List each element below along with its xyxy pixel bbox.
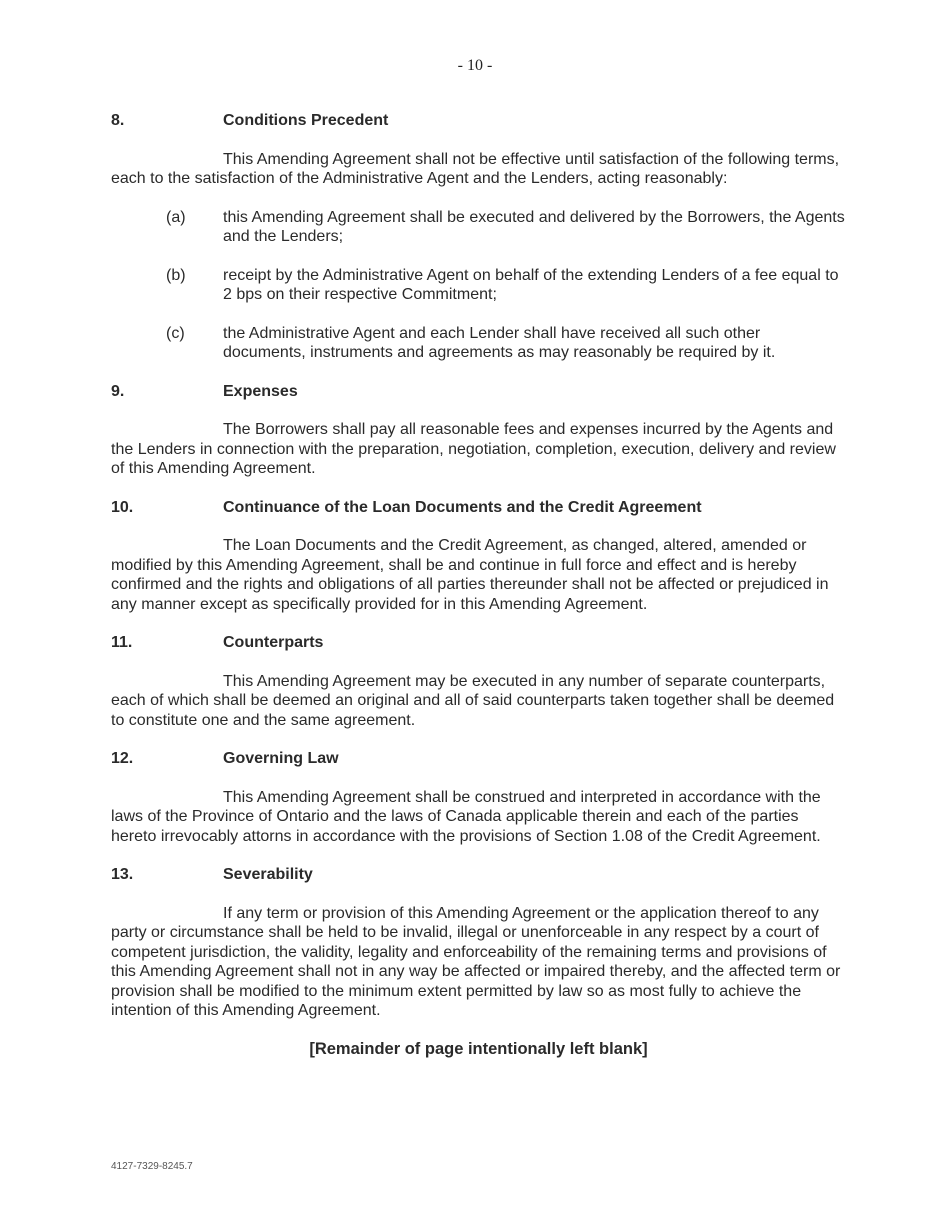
section-heading-governing-law bbox=[111, 749, 846, 769]
section-heading-continuance bbox=[111, 498, 846, 518]
list-item bbox=[111, 266, 846, 305]
section-paragraph: This Amending Agreement may be executed in any number of separate counterparts, each of which shall be deemed an original and all of said counterparts taken together shall be deemed to constitute one and the same agreement. bbox=[111, 672, 835, 729]
section-number: 8. bbox=[111, 112, 125, 129]
section-number: 9. bbox=[111, 382, 125, 400]
list-item bbox=[111, 208, 846, 247]
document-body bbox=[111, 111, 846, 1059]
section-paragraph: This Amending Agreement shall not be effective until satisfaction of the following terms, each to the satisfaction of the Administrative Agent and the Lenders, acting reasonably: bbox=[111, 150, 840, 187]
section-number: 13. bbox=[111, 866, 134, 883]
item-text: the Administrative Agent and each Lender shall have received all such other documents, instruments and agreements as may reasonably be required by it. bbox=[223, 324, 776, 361]
section-heading-conditions-precedent bbox=[111, 111, 846, 131]
item-label: (b) bbox=[166, 266, 186, 284]
item-label: (a) bbox=[166, 208, 186, 226]
section-title: Counterparts bbox=[223, 634, 324, 651]
section-paragraph: The Borrowers shall pay all reasonable fees and expenses incurred by the Agents and the Lenders in connection with the preparation, negotiation, completion, execution, delivery and review of this Amending Agreement. bbox=[111, 421, 836, 477]
section-paragraph: This Amending Agreement shall be construed and interpreted in accordance with the laws of the Province of Ontario and the laws of Canada applicable therein and each of the parties hereto irrevocably attorns in accordance with the provisions of Section 1.08 of the Credit Agreement. bbox=[111, 788, 821, 845]
item-label: (c) bbox=[166, 324, 185, 342]
item-text: receipt by the Administrative Agent on behalf of the extending Lenders of a fee equal to 2 bps on their respective Commitment; bbox=[223, 266, 839, 303]
section-heading-severability bbox=[111, 865, 846, 885]
section-paragraph: If any term or provision of this Amending Agreement or the application thereof to any party or circumstance shall be held to be invalid, illegal or unenforceable in any respect by a court of competent jurisdiction, the validity, legality and enforceability of the remaining terms and provisions of this Amending Agreement shall not in any way be affected or impaired thereby, and the affected term or provision shall be modified to the minimum extent permitted by law so as most fully to achieve the intention of this Amending Agreement. bbox=[111, 904, 841, 1019]
page-number: - 10 - bbox=[457, 57, 493, 74]
document-id: 4127-7329-8245.7 bbox=[111, 1161, 193, 1172]
section-number: 12. bbox=[111, 750, 134, 767]
section-number: 11. bbox=[111, 634, 133, 651]
section-heading-expenses bbox=[111, 382, 846, 402]
section-heading-counterparts bbox=[111, 633, 846, 653]
section-title: Governing Law bbox=[223, 750, 339, 767]
item-text: this Amending Agreement shall be executed and delivered by the Borrowers, the Agents and the Lenders; bbox=[223, 208, 845, 245]
closing-note: [Remainder of page intentionally left blank] bbox=[309, 1039, 648, 1058]
section-title: Severability bbox=[223, 866, 313, 883]
section-number: 10. bbox=[111, 498, 134, 516]
list-item bbox=[111, 324, 846, 363]
section-title: Expenses bbox=[223, 382, 298, 400]
condition-list bbox=[111, 208, 846, 363]
section-paragraph: The Loan Documents and the Credit Agreement, as changed, altered, amended or modified by this Amending Agreement, shall be and continue in full force and effect and is hereby confirmed and the rights and obligations of all parties thereunder shall not be affected or prejudiced in any manner except as specifically provided for in this Amending Agreement. bbox=[111, 537, 829, 613]
section-title: Continuance of the Loan Documents and the Credit Agreement bbox=[223, 498, 702, 516]
section-title: Conditions Precedent bbox=[223, 112, 389, 129]
